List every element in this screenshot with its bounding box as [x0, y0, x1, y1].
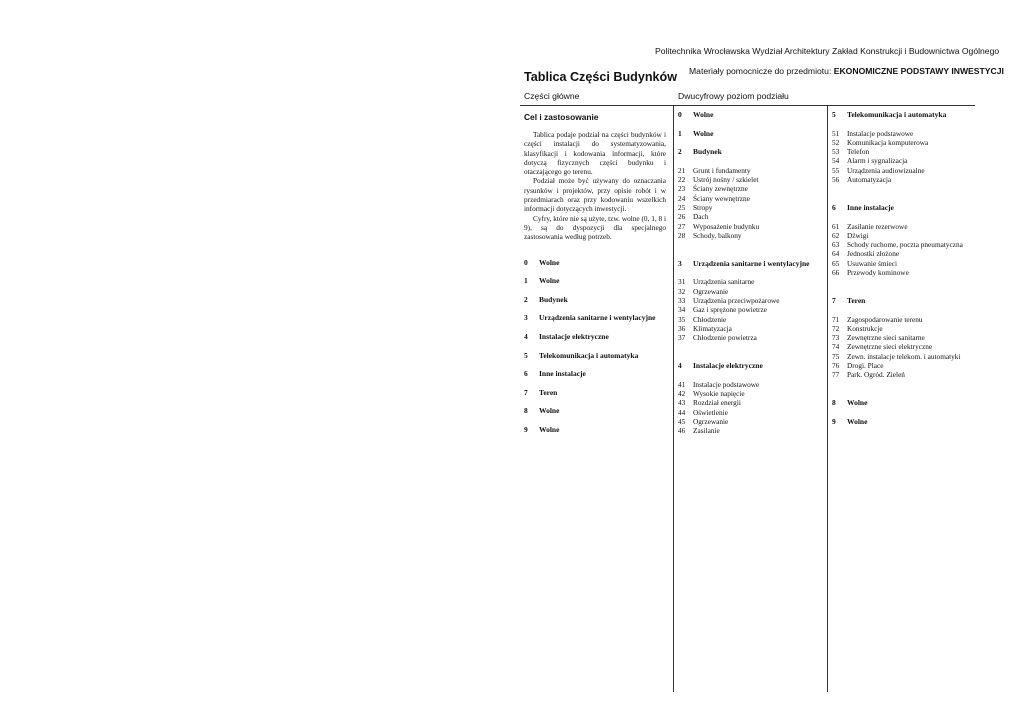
code-item — [678, 194, 820, 203]
code-item-number: 41 — [678, 379, 686, 389]
group-name: Urządzenia sanitarne i wentylacyjne — [693, 258, 810, 268]
group-title — [832, 296, 974, 305]
code-item-number: 32 — [678, 286, 686, 296]
code-item-number: 73 — [832, 333, 840, 343]
group-title — [678, 129, 820, 138]
code-item — [678, 287, 820, 296]
purpose-heading: Cel i zastosowanie — [524, 112, 599, 122]
group-code: 7 — [832, 295, 836, 305]
institution-header: Politechnika Wrocławska Wydział Architektury Zakład Konstrukcji i Budownictwa Ogólnego — [655, 46, 1000, 56]
code-item-name: Grunt i fundamenty — [693, 165, 751, 175]
code-item-name: Konstrukcje — [847, 323, 883, 333]
code-item — [832, 333, 974, 342]
main-part-name: Telekomunikacja i automatyka — [539, 350, 639, 360]
group-code: 3 — [678, 258, 682, 268]
main-part-item — [524, 425, 666, 444]
main-part-name: Inne instalacje — [539, 369, 586, 379]
code-item — [678, 315, 820, 324]
code-item-number: 55 — [832, 165, 840, 175]
group-items — [678, 166, 820, 240]
code-item — [678, 305, 820, 314]
code-item-name: Gaz i sprężone powietrze — [693, 305, 767, 315]
code-item-number: 61 — [832, 221, 840, 231]
group-code: 1 — [678, 128, 682, 138]
group-name: Wolne — [847, 416, 868, 426]
code-item-name: Ustrój nośny / szkielet — [693, 175, 759, 185]
code-item-number: 62 — [832, 230, 840, 240]
main-part-code: 7 — [524, 387, 528, 397]
code-item — [678, 231, 820, 240]
main-part-name: Urządzenia sanitarne i wentylacyjne — [539, 313, 656, 323]
materials-subject: EKONOMICZNE PODSTAWY INWESTYCJI — [833, 66, 1004, 76]
code-item — [678, 184, 820, 193]
group-title — [832, 110, 974, 119]
main-part-item — [524, 332, 666, 351]
group-code: 4 — [678, 361, 682, 371]
code-item-number: 27 — [678, 221, 686, 231]
code-item-name: Wysokie napięcie — [693, 388, 745, 398]
code-item-name: Alarm i sygnalizacja — [847, 156, 908, 166]
code-item — [678, 166, 820, 175]
group-title — [832, 417, 974, 426]
code-item-number: 42 — [678, 388, 686, 398]
code-item-name: Wyposażenie budynku — [693, 221, 760, 231]
code-item-name: Dach — [693, 212, 709, 222]
code-item-name: Zasilanie — [693, 426, 720, 436]
group-code: 5 — [832, 110, 836, 119]
group-title — [832, 398, 974, 407]
code-item-number: 74 — [832, 342, 840, 352]
code-item — [832, 259, 974, 268]
group-name: Wolne — [693, 128, 714, 138]
code-item-name: Schody, balkony — [693, 230, 742, 240]
group-title — [678, 259, 820, 268]
code-item-name: Zagospodarowanie terenu — [847, 314, 923, 324]
code-group — [832, 203, 974, 296]
code-group — [678, 361, 820, 454]
code-item — [678, 380, 820, 389]
main-part-item — [524, 369, 666, 388]
main-part-name: Wolne — [539, 406, 560, 416]
code-item — [678, 277, 820, 286]
code-item-name: Instalacje podstawowe — [847, 128, 914, 138]
code-item-number: 24 — [678, 193, 686, 203]
main-part-item — [524, 351, 666, 370]
code-item-name: Ogrzewanie — [693, 416, 729, 426]
main-part-item — [524, 313, 666, 332]
purpose-paragraph: Podział może być używany do oznaczania rysunków i projektów, przy opisie robót i w przedmiarach oraz przy kodowaniu wszelkich informacji dotyczących inwestycji. — [524, 176, 666, 214]
code-item-number: 76 — [832, 361, 840, 371]
group-title — [678, 110, 820, 119]
group-code: 0 — [678, 110, 682, 119]
code-item-number: 35 — [678, 314, 686, 324]
code-item — [678, 324, 820, 333]
code-item — [832, 175, 974, 184]
code-item-name: Klimatyzacja — [693, 323, 732, 333]
main-part-name: Instalacje elektryczne — [539, 331, 609, 341]
group-name: Telekomunikacja i automatyka — [847, 110, 947, 119]
code-item-name: Usuwanie śmieci — [847, 258, 898, 268]
code-item-name: Urządzenia audiowizualne — [847, 165, 925, 175]
code-item-number: 21 — [678, 165, 686, 175]
code-item-name: Schody ruchome, poczta pneumatyczna — [847, 240, 963, 250]
code-item-number: 56 — [832, 175, 840, 185]
code-item — [678, 333, 820, 342]
code-item — [832, 166, 974, 175]
code-item-number: 34 — [678, 305, 686, 315]
main-part-code: 6 — [524, 369, 528, 379]
code-group — [678, 110, 820, 129]
code-item-name: Telefon — [847, 147, 870, 157]
code-item — [832, 240, 974, 249]
main-part-name: Wolne — [539, 424, 560, 434]
main-part-code: 4 — [524, 331, 528, 341]
main-part-code: 8 — [524, 406, 528, 416]
code-item-name: Urządzenia przeciwpożarowe — [693, 295, 780, 305]
code-item-number: 25 — [678, 202, 686, 212]
code-item-name: Chłodzenie — [693, 314, 727, 324]
code-item-number: 33 — [678, 295, 686, 305]
group-name: Instalacje elektryczne — [693, 361, 763, 371]
materials-header — [689, 66, 1004, 76]
column-divider-left — [673, 105, 674, 692]
code-item-number: 53 — [832, 147, 840, 157]
code-item — [678, 296, 820, 305]
code-item-name: Jednostki złożone — [847, 249, 900, 259]
group-code: 2 — [678, 147, 682, 157]
code-item-name: Urządzenia sanitarne — [693, 277, 755, 287]
code-item — [832, 370, 974, 379]
main-part-code: 9 — [524, 424, 528, 434]
code-item-name: Zewnętrzne sieci elektryczne — [847, 342, 933, 352]
code-item — [832, 129, 974, 138]
code-item-name: Ściany zewnętrzne — [693, 184, 748, 194]
main-part-code: 1 — [524, 276, 528, 286]
main-parts-heading: Części główne — [524, 91, 580, 101]
code-item-number: 77 — [832, 370, 840, 380]
code-item — [832, 231, 974, 240]
group-items — [832, 222, 974, 278]
code-item-number: 28 — [678, 230, 686, 240]
page-title: Tablica Części Budynków — [524, 70, 678, 84]
purpose-paragraph: Cyfry, które nie są użyte, tzw. wolne (0, 1, 8 i 9), są do dyspozycji dla specjalnego zastosowania według potrzeb. — [524, 213, 666, 242]
code-group — [832, 417, 974, 436]
code-item — [678, 389, 820, 398]
code-item — [678, 212, 820, 221]
main-part-code: 2 — [524, 294, 528, 304]
group-items — [678, 380, 820, 436]
code-item-name: Dźwigi — [847, 230, 869, 240]
code-item-number: 52 — [832, 137, 840, 147]
code-item-name: Rozdział energii — [693, 398, 741, 408]
code-item — [678, 222, 820, 231]
code-item — [832, 315, 974, 324]
group-items — [832, 129, 974, 185]
code-group — [832, 110, 974, 203]
codes-column-middle — [678, 110, 820, 454]
code-item-name: Zasilanie rezerwowe — [847, 221, 908, 231]
code-group — [832, 296, 974, 398]
code-item-name: Zewn. instalacje telekom. i automatyki — [847, 351, 961, 361]
code-item-number: 63 — [832, 240, 840, 250]
main-part-code: 0 — [524, 257, 528, 267]
code-item-number: 43 — [678, 398, 686, 408]
main-part-code: 3 — [524, 313, 528, 323]
main-part-name: Wolne — [539, 276, 560, 286]
code-item-number: 65 — [832, 258, 840, 268]
main-parts-list — [524, 258, 666, 444]
code-item — [678, 417, 820, 426]
code-item — [832, 138, 974, 147]
group-items — [832, 315, 974, 380]
code-item-number: 72 — [832, 323, 840, 333]
code-item-name: Przewody kominowe — [847, 268, 909, 278]
group-items — [678, 277, 820, 342]
code-item — [832, 361, 974, 370]
code-item-number: 66 — [832, 268, 840, 278]
code-item — [832, 222, 974, 231]
code-group — [678, 259, 820, 361]
code-item-number: 71 — [832, 314, 840, 324]
two-digit-level-heading: Dwucyfrowy poziom podziału — [678, 91, 789, 101]
group-name: Wolne — [847, 398, 868, 408]
code-item-number: 37 — [678, 333, 686, 343]
main-part-name: Budynek — [539, 294, 568, 304]
group-name: Teren — [847, 295, 866, 305]
code-item — [832, 352, 974, 361]
group-code: 9 — [832, 416, 836, 426]
group-name: Inne instalacje — [847, 202, 894, 212]
code-item — [678, 408, 820, 417]
group-code: 6 — [832, 202, 836, 212]
code-item — [678, 175, 820, 184]
group-code: 8 — [832, 398, 836, 408]
code-item-number: 23 — [678, 184, 686, 194]
code-item-number: 64 — [832, 249, 840, 259]
code-item-number: 75 — [832, 351, 840, 361]
code-item-name: Drogi. Place — [847, 361, 884, 371]
code-item-name: Komunikacja komputerowa — [847, 137, 929, 147]
main-parts-column — [524, 112, 666, 444]
code-item-name: Chłodzenie powietrza — [693, 333, 757, 343]
code-item — [678, 398, 820, 407]
main-part-item — [524, 276, 666, 295]
code-item-number: 51 — [832, 128, 840, 138]
group-title — [678, 147, 820, 156]
materials-prefix: Materiały pomocnicze do przedmiotu: — [689, 66, 834, 76]
code-item — [678, 203, 820, 212]
code-item-number: 46 — [678, 426, 686, 436]
group-name: Budynek — [693, 147, 722, 157]
main-part-item — [524, 406, 666, 425]
code-item-number: 36 — [678, 323, 686, 333]
code-item — [832, 156, 974, 165]
code-item — [678, 426, 820, 435]
purpose-paragraph: Tablica podaje podział na części budynków i części instalacji do systematyzowania, klasyfikacji i kodowania informacji, które dotyczą fizycznych części budynku i otaczającego go terenu. — [524, 130, 666, 177]
code-item-name: Automatyzacja — [847, 175, 892, 185]
code-group — [832, 398, 974, 417]
code-item-number: 54 — [832, 156, 840, 166]
code-item — [832, 324, 974, 333]
code-item-number: 22 — [678, 175, 686, 185]
code-item-number: 26 — [678, 212, 686, 222]
code-item-name: Ogrzewanie — [693, 286, 729, 296]
codes-column-right — [832, 110, 974, 435]
main-part-item — [524, 258, 666, 277]
code-item — [832, 147, 974, 156]
header-divider — [520, 105, 975, 106]
main-part-item — [524, 388, 666, 407]
group-title — [678, 361, 820, 370]
main-part-name: Teren — [539, 387, 558, 397]
code-group — [678, 147, 820, 259]
code-item-name: Zewnętrzne sieci sanitarne — [847, 333, 925, 343]
group-name: Wolne — [693, 110, 714, 119]
code-item — [832, 268, 974, 277]
code-item-number: 31 — [678, 277, 686, 287]
column-divider-right — [827, 105, 828, 692]
main-part-code: 5 — [524, 350, 528, 360]
code-item — [832, 342, 974, 351]
code-item-number: 45 — [678, 416, 686, 426]
main-part-item — [524, 295, 666, 314]
code-item — [832, 249, 974, 258]
code-item-name: Instalacje podstawowe — [693, 379, 760, 389]
code-item-name: Oświetlenie — [693, 407, 728, 417]
code-group — [678, 129, 820, 148]
code-item-name: Park. Ogród. Zieleń — [847, 370, 905, 380]
group-title — [832, 203, 974, 212]
main-part-name: Wolne — [539, 257, 560, 267]
code-item-name: Stropy — [693, 202, 713, 212]
code-item-number: 44 — [678, 407, 686, 417]
code-item-name: Ściany wewnętrzne — [693, 193, 750, 203]
